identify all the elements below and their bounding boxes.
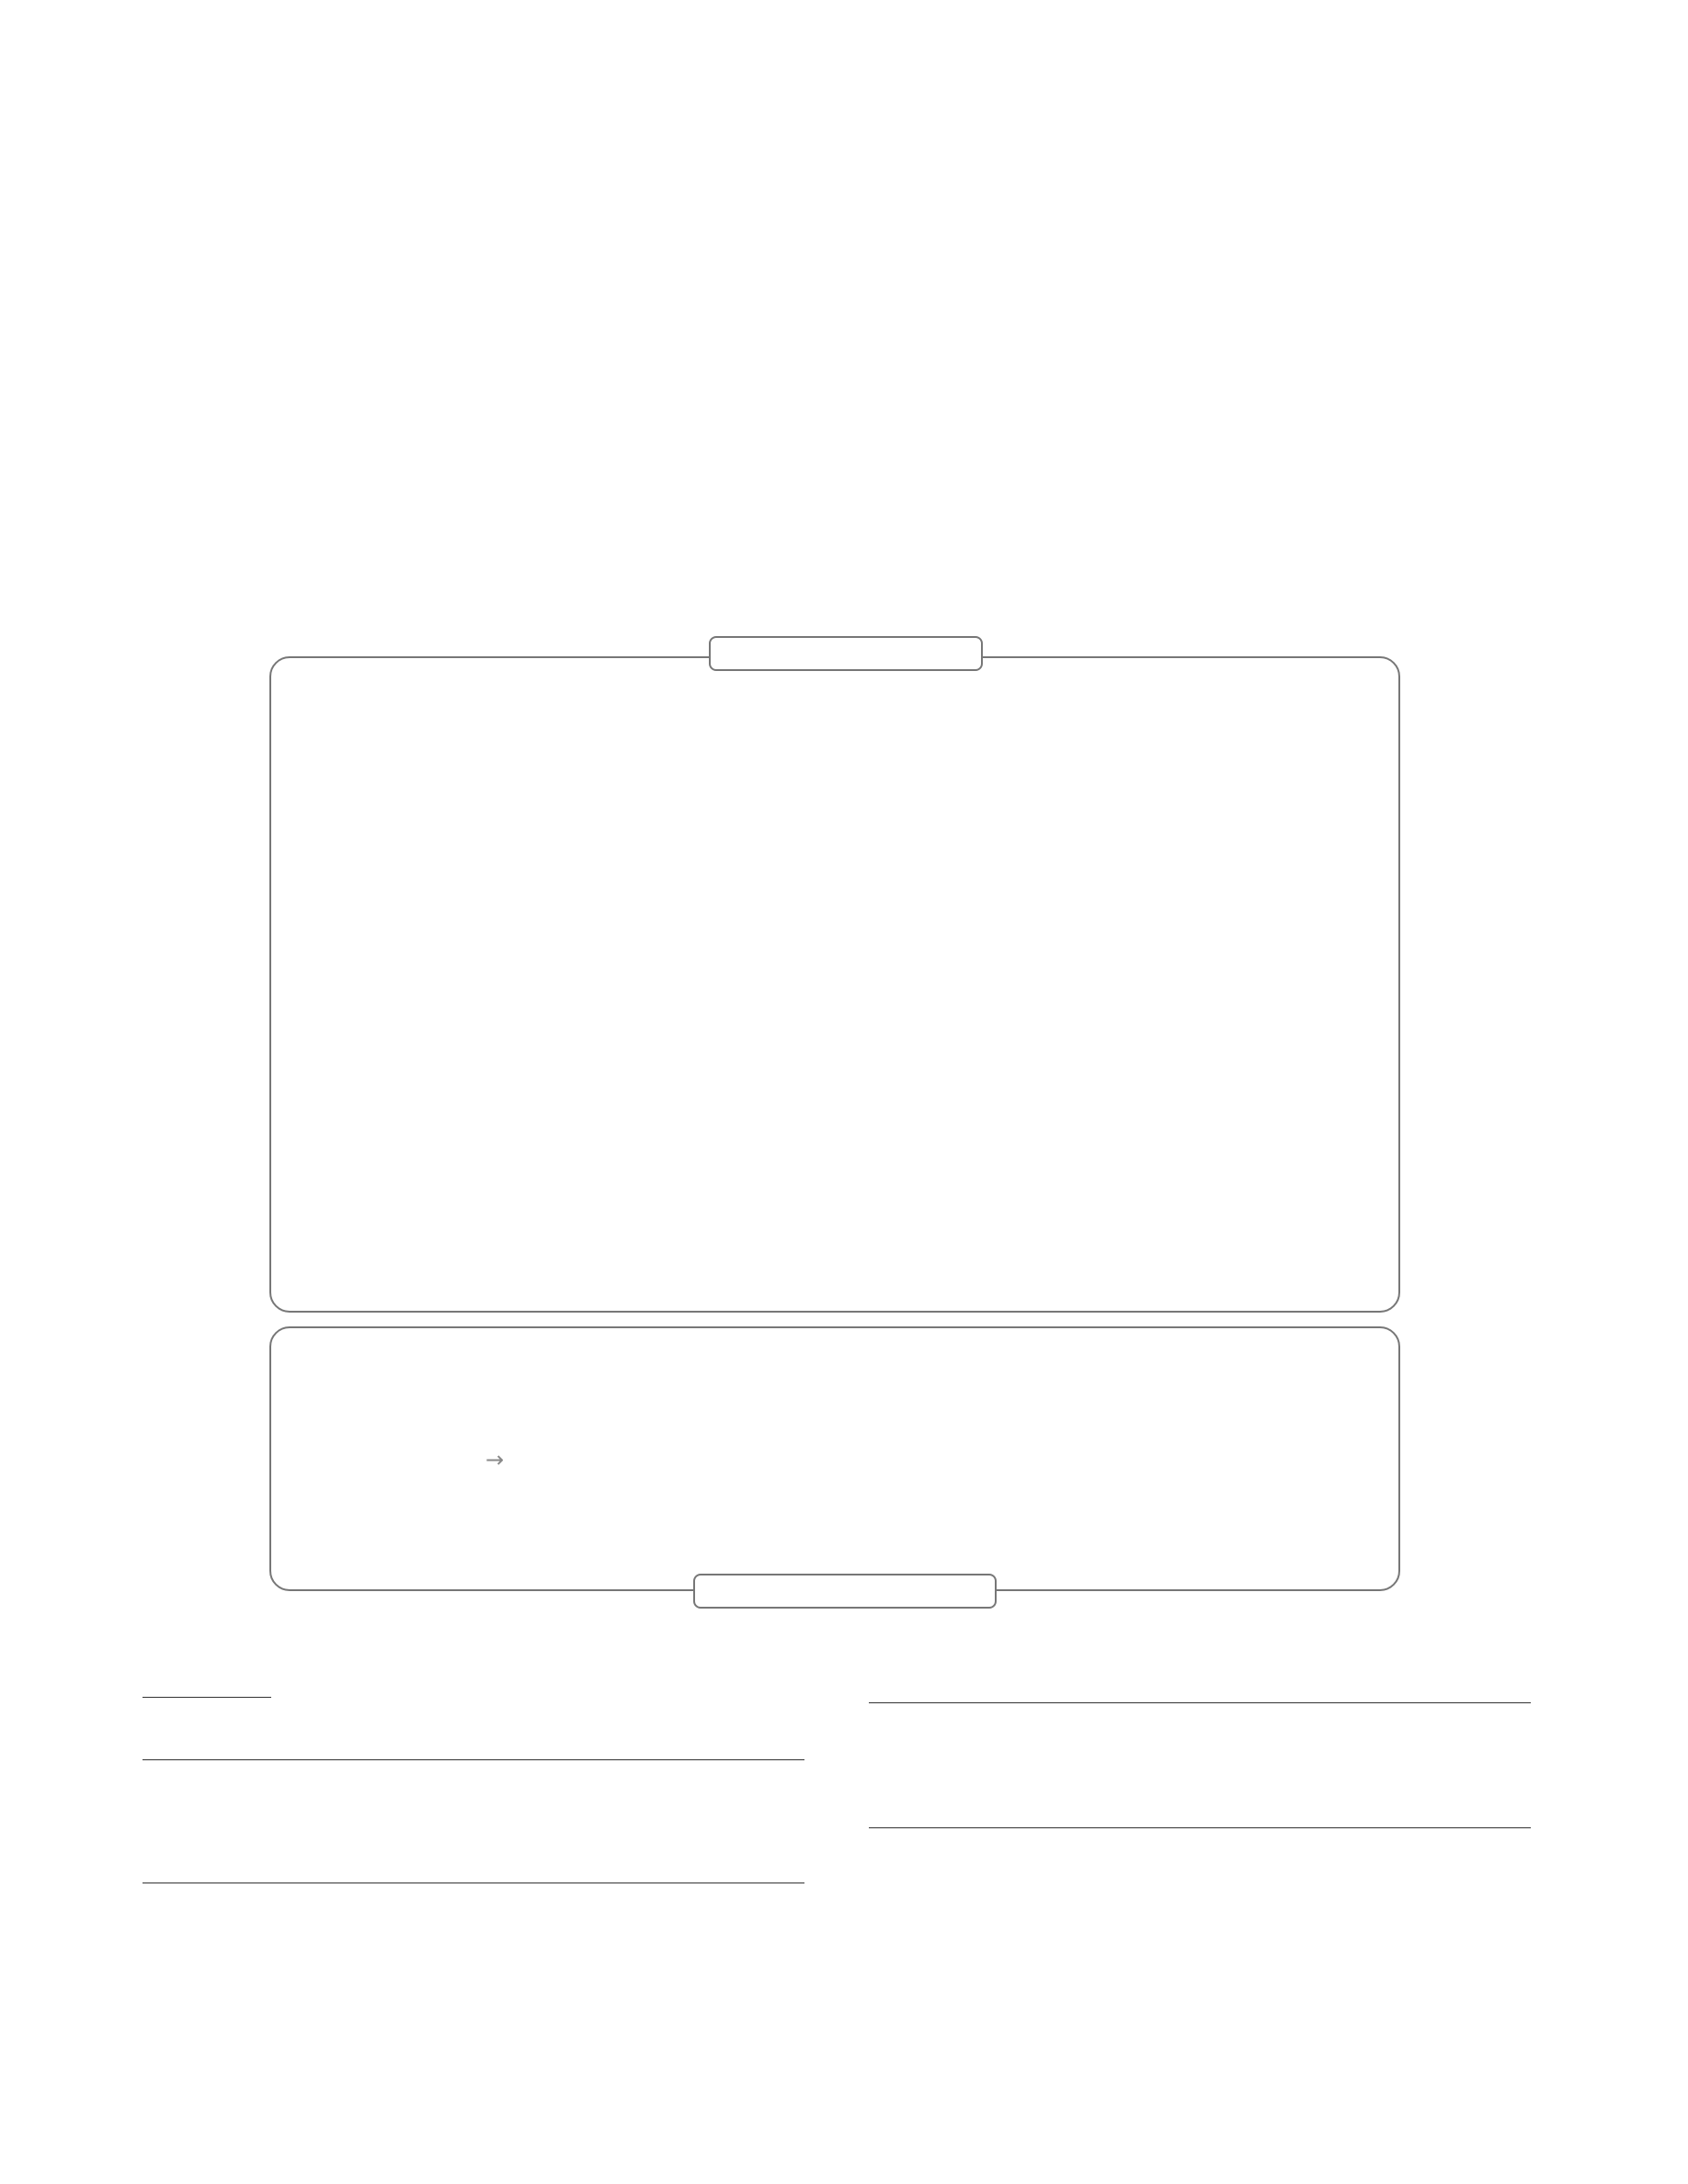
permission-rule-right	[869, 1827, 1531, 1828]
contact-rule	[143, 1759, 804, 1760]
footnote-rule	[143, 1697, 271, 1698]
element-level-editing-panel	[269, 656, 1400, 1313]
element-level-editing-label	[709, 636, 983, 671]
figure-caption	[143, 1618, 1531, 1645]
multi-round-editing-label	[693, 1574, 997, 1609]
multi-round-editing-panel	[269, 1326, 1400, 1591]
contact-rule-right	[869, 1702, 1531, 1703]
arrow-icon: →	[485, 1447, 505, 1473]
